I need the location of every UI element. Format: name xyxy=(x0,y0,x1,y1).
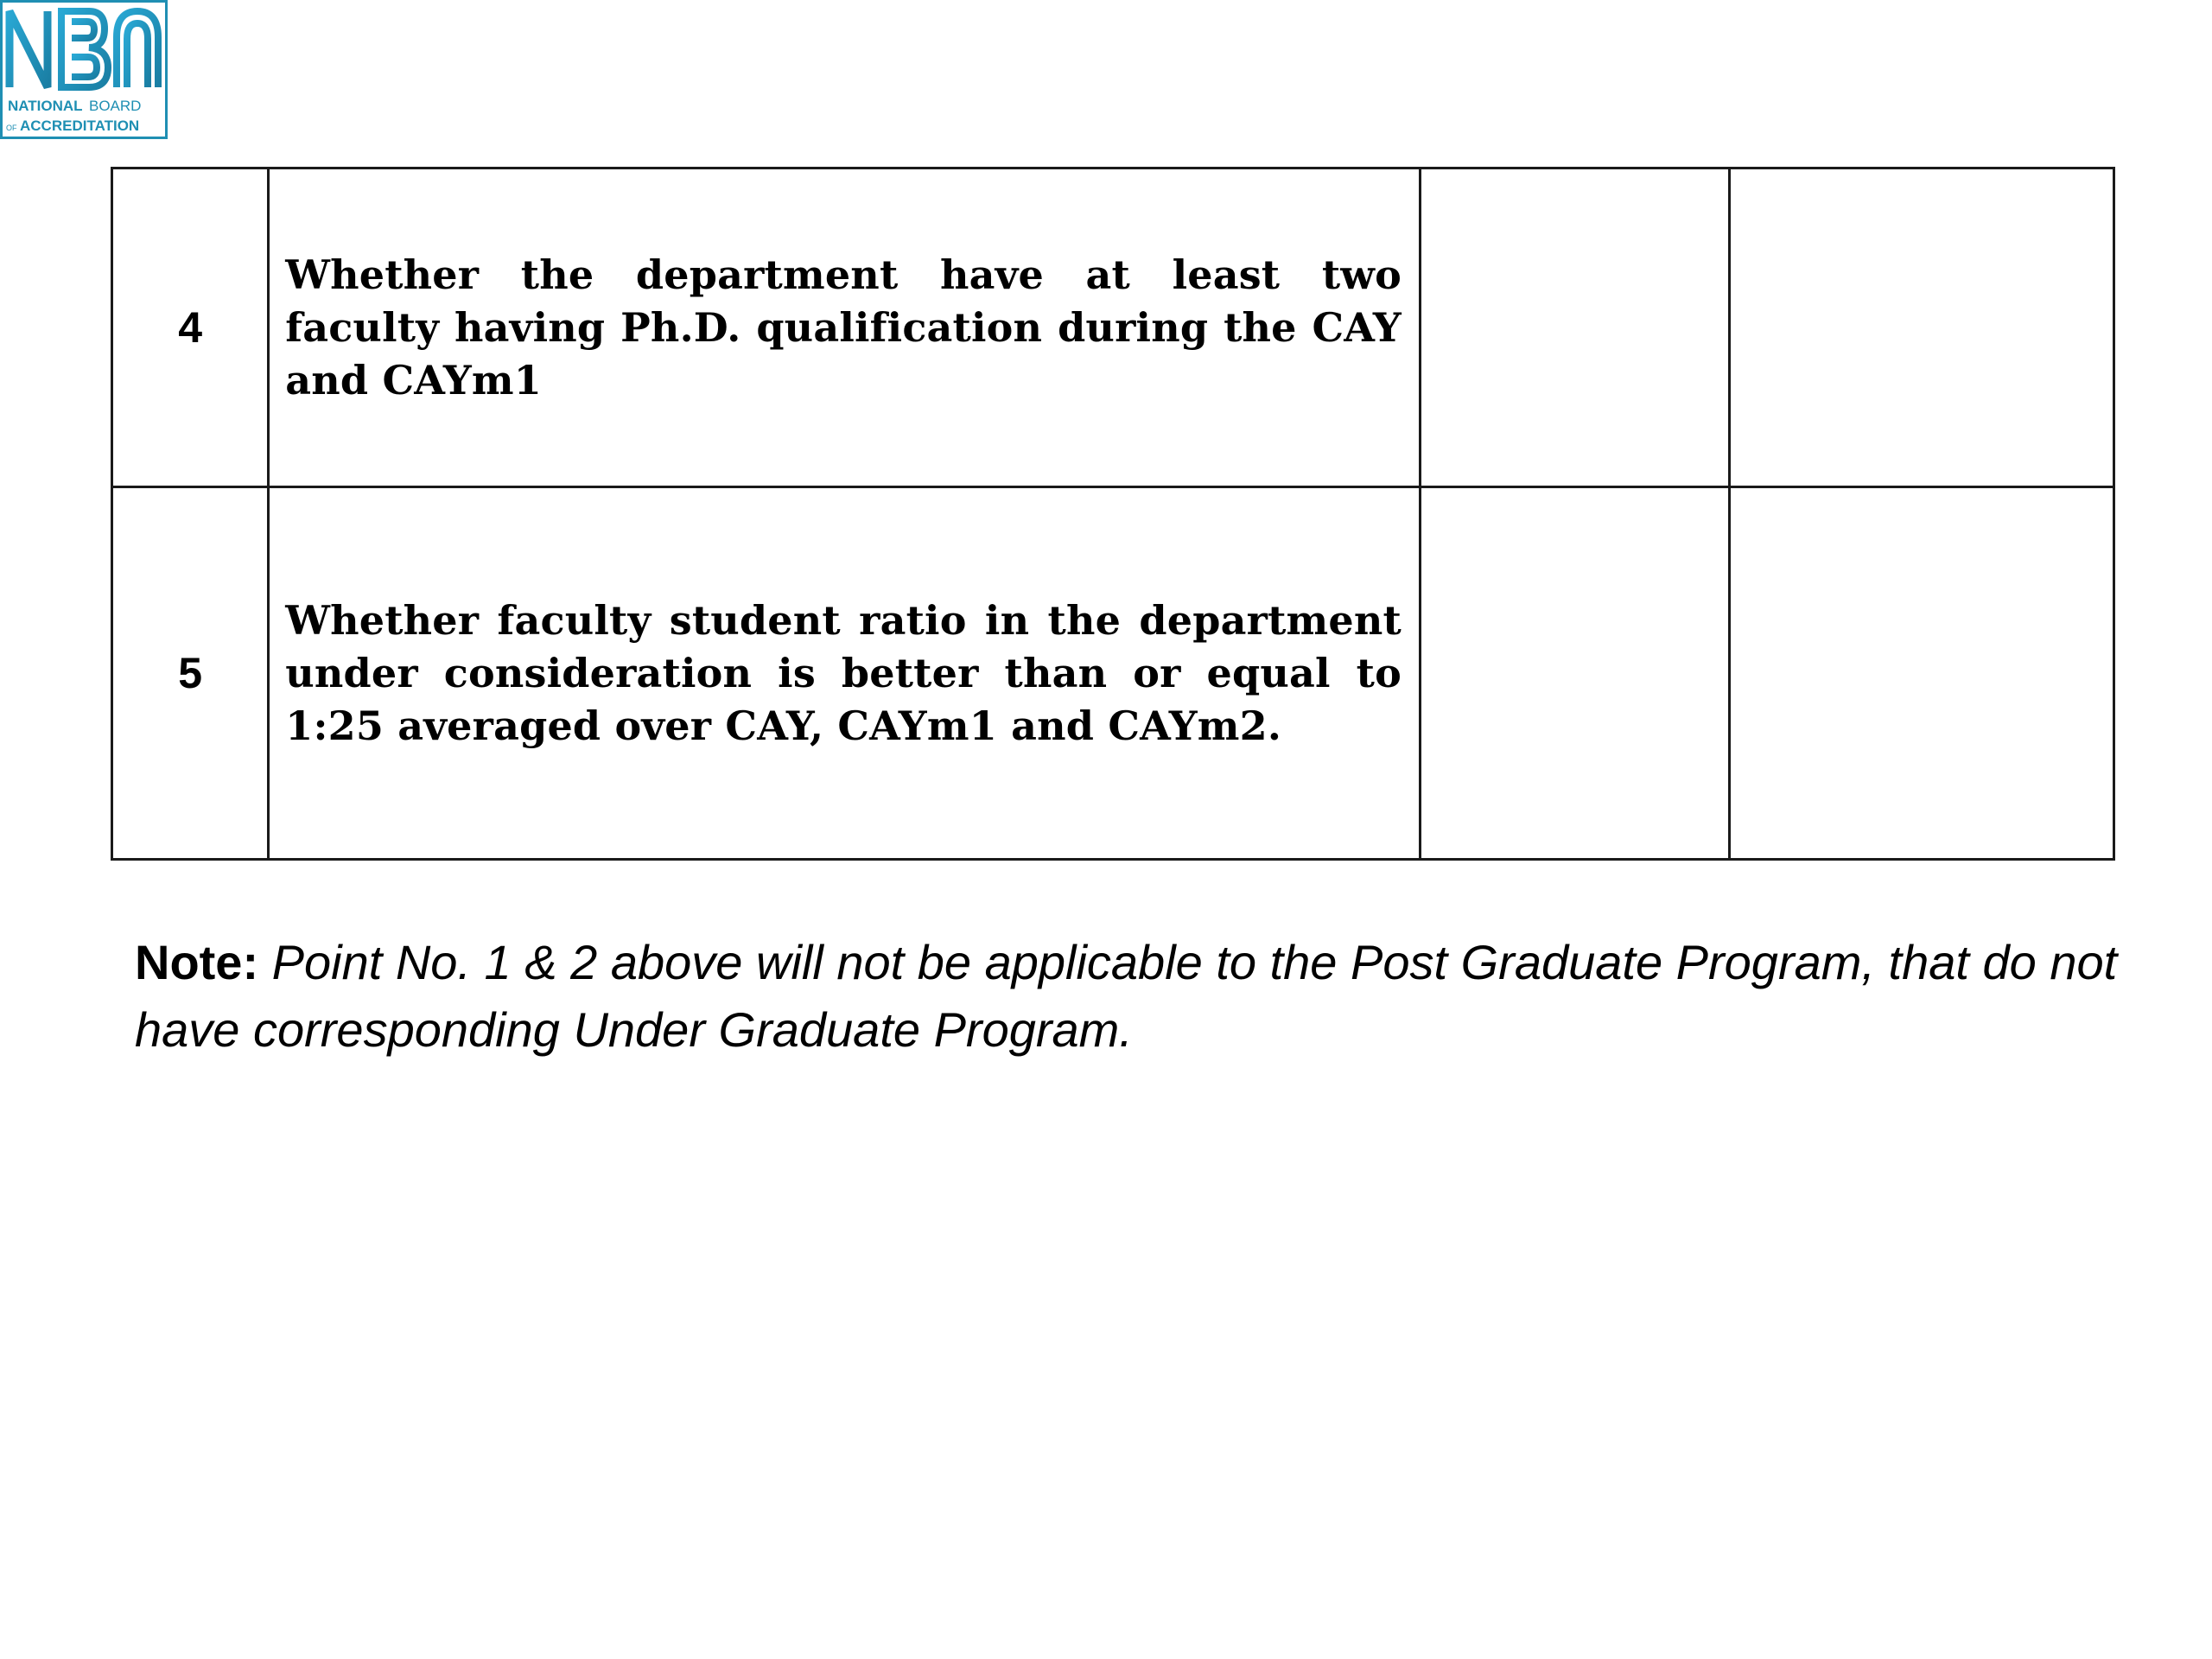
svg-text:NATIONAL: NATIONAL xyxy=(8,98,83,114)
row-number: 4 xyxy=(112,168,269,487)
svg-text:BOARD: BOARD xyxy=(89,98,142,114)
table-row xyxy=(112,487,2114,860)
row-description xyxy=(269,168,1421,487)
note-text: Point No. 1 & 2 above will not be applicable to the Post Graduate Program, that do not have corresponding Under Graduate Program. xyxy=(135,935,2118,1057)
row-description-text: Whether the department have at least two faculty having Ph.D. qualification during the CAY and CAYm1 xyxy=(285,251,1402,404)
table-row xyxy=(112,168,2114,487)
row-cell-4 xyxy=(1730,168,2114,487)
row-description xyxy=(269,487,1421,860)
note-paragraph xyxy=(135,929,2122,1064)
note-label: Note: xyxy=(135,935,259,989)
svg-text:ACCREDITATION: ACCREDITATION xyxy=(20,118,140,134)
row-description-text: Whether faculty student ratio in the department under consideration is better than or equal to 1:25 averaged over CAY, CAYm1 and CAYm2. xyxy=(285,596,1402,749)
row-number: 5 xyxy=(112,487,269,860)
criteria-table xyxy=(111,167,2115,861)
svg-text:OF: OF xyxy=(6,124,17,132)
row-cell-4 xyxy=(1730,487,2114,860)
row-cell-3 xyxy=(1420,487,1729,860)
nba-logo-mark xyxy=(3,3,165,137)
row-cell-3 xyxy=(1420,168,1729,487)
nba-logo xyxy=(0,0,168,139)
